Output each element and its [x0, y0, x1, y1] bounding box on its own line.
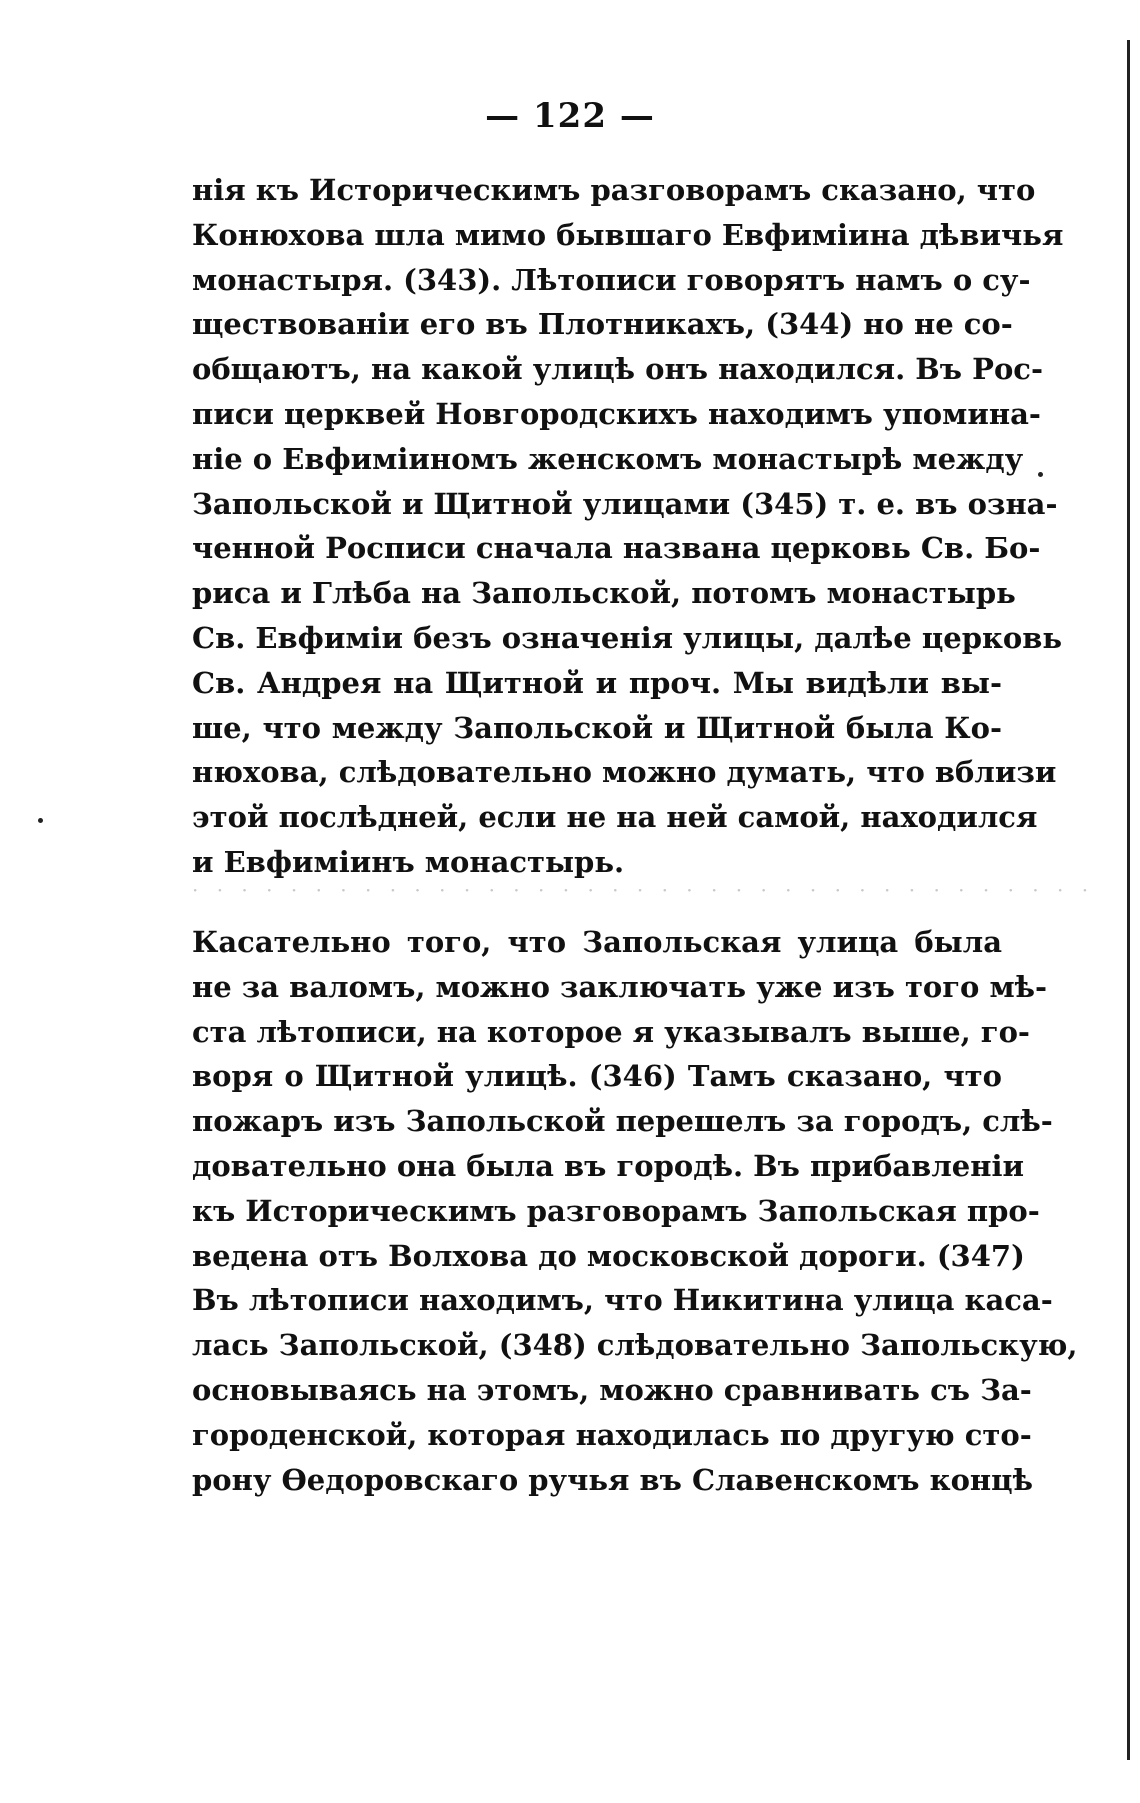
- text-line: Запольской и Щитной улицами (345) т. е. въ озна-: [192, 486, 1058, 521]
- text-line: монастыря. (343). Лѣтописи говорятъ намъ о су-: [192, 262, 1031, 297]
- text-line: ведена отъ Волхова до московской дороги. (347): [192, 1238, 1025, 1273]
- bleed-through-text: · · · · · · · · · · · · · · · · · · · · · · · · · · · · · · · · · · · · ·: [192, 878, 1095, 902]
- text-line: воря о Щитной улицѣ. (346) Тамъ сказано, что: [192, 1059, 1002, 1094]
- text-line: къ Историческимъ разговорамъ Запольская про-: [192, 1193, 1040, 1228]
- text-line: Въ лѣтописи находимъ, что Никитина улица каса-: [192, 1283, 1053, 1318]
- text-line: нія къ Историческимъ разговорамъ сказано, что: [192, 173, 1036, 207]
- paragraph-2: [192, 920, 1078, 1502]
- text-line: нюхова, слѣдовательно можно думать, что вблизи: [192, 755, 1057, 790]
- text-line: лась Запольской, (348) слѣдовательно Запольскую,: [192, 1328, 1078, 1363]
- text-line: писи церквей Новгородскихъ находимъ упомина-: [192, 396, 1041, 431]
- text-line: риса и Глѣба на Запольской, потомъ монастырь: [192, 576, 1016, 611]
- page-number: — 122 —: [485, 96, 655, 136]
- paragraph-1: [192, 168, 1064, 885]
- text-line: ченной Росписи сначала названа церковь Св. Бо-: [192, 531, 1041, 566]
- text-line: и Евфиміинъ монастырь.: [192, 844, 625, 879]
- text-line: довательно она была въ городѣ. Въ прибавленіи: [192, 1148, 1024, 1183]
- text-line: Касательно того, что Запольская улица была: [192, 925, 1002, 959]
- text-line: не за валомъ, можно заключать уже изъ того мѣ-: [192, 969, 1048, 1004]
- text-line: Св. Андрея на Щитной и проч. Мы видѣли вы-: [192, 665, 1002, 700]
- text-line: ществованіи его въ Плотникахъ, (344) но не со-: [192, 307, 1013, 342]
- text-line: городенской, которая находилась по другую сто-: [192, 1417, 1032, 1452]
- text-line: этой послѣдней, если не на ней самой, находился: [192, 800, 1038, 835]
- text-line: рону Өедоровскаго ручья въ Славенскомъ концѣ: [192, 1462, 1033, 1497]
- text-line: общаютъ, на какой улицѣ онъ находился. Въ Рос-: [192, 352, 1043, 387]
- ink-speck: [1038, 472, 1043, 477]
- text-line: ніе о Евфиміиномъ женскомъ монастырѣ между: [192, 441, 1024, 476]
- page-edge-line: [1127, 40, 1130, 1760]
- text-line: ше, что между Запольской и Щитной была Ко-: [192, 710, 1002, 745]
- text-line: Конюхова шла мимо бывшаго Евфиміина дѣвичья: [192, 217, 1064, 252]
- text-line: основываясь на этомъ, можно сравнивать съ За-: [192, 1372, 1032, 1407]
- text-line: пожаръ изъ Запольской перешелъ за городъ, слѣ-: [192, 1104, 1053, 1139]
- text-line: Св. Евфиміи безъ означенія улицы, далѣе церковь: [192, 620, 1063, 655]
- ink-speck: [38, 818, 43, 823]
- text-line: ста лѣтописи, на которое я указывалъ выше, го-: [192, 1014, 1030, 1049]
